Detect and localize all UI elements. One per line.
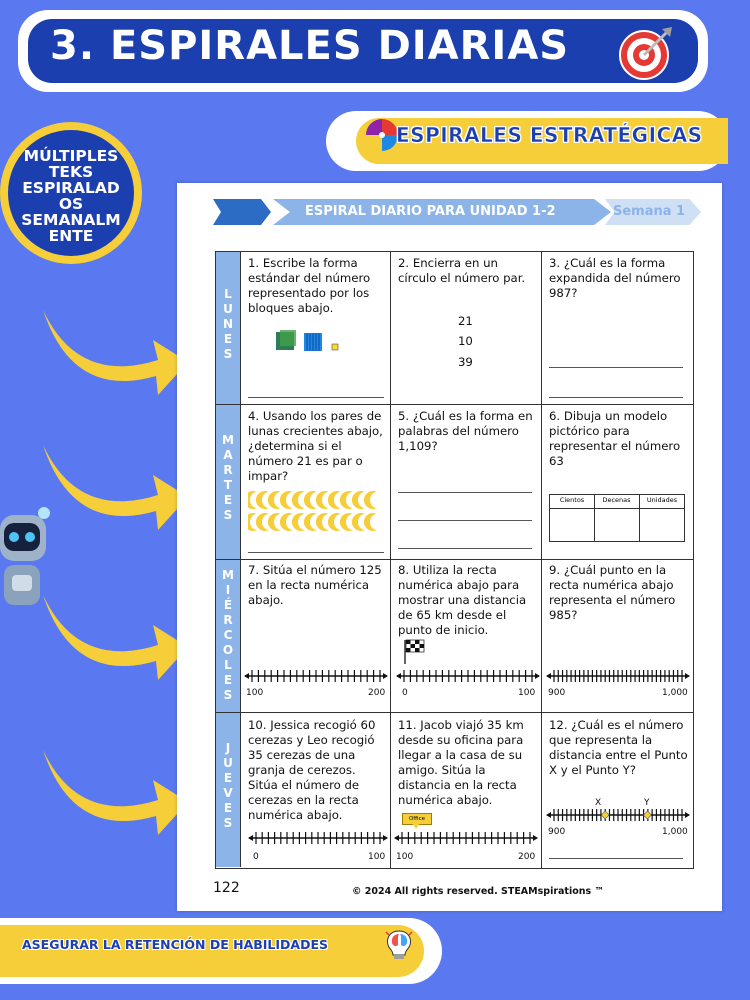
crescent-moon: [256, 491, 269, 509]
number-line-point: [601, 811, 609, 819]
point-y-label: Y: [644, 798, 650, 808]
office-marker: Office: [402, 813, 432, 825]
crescent-moon: [280, 491, 293, 509]
robot-mascot-icon: [0, 505, 52, 615]
badge-line: ESPIRALAD: [22, 179, 120, 197]
crescent-moon: [328, 491, 341, 509]
even-number-choice[interactable]: 39: [458, 355, 473, 369]
answer-line: [398, 548, 532, 549]
number-line-q7: [244, 667, 388, 685]
curved-arrow-icon: [38, 300, 188, 410]
number-line-start: 900: [548, 688, 566, 698]
title-banner: [18, 10, 708, 92]
answer-line: [549, 858, 683, 859]
crescent-moon: [352, 513, 365, 531]
number-line-arrowhead: [546, 812, 551, 818]
number-line-arrowhead: [685, 812, 690, 818]
column-divider: [541, 252, 542, 868]
answer-line: [398, 492, 532, 493]
number-line-end: 100: [368, 852, 386, 862]
number-line-arrowhead: [248, 835, 253, 841]
worksheet-grid: [215, 251, 694, 869]
number-line-end: 1,000: [662, 827, 688, 837]
number-line-arrowhead: [244, 673, 249, 679]
question-4: 4. Usando los pares de lunas crecientes abajo, ¿determina si el número 21 es par o impar?: [248, 409, 383, 483]
banner-arrows-icon: [213, 199, 283, 225]
bottom-banner: [0, 918, 442, 984]
row-divider: [216, 712, 693, 713]
crescent-moon: [340, 491, 353, 509]
crescent-moon: [304, 491, 317, 509]
number-line-end: 200: [518, 852, 536, 862]
crescent-moon: [280, 513, 293, 531]
number-line-point: [643, 811, 651, 819]
weekly-teks-badge-inner: [8, 130, 134, 256]
page-number: 122: [213, 880, 240, 896]
checkered-flag-icon: [402, 638, 428, 664]
number-line-arrowhead: [685, 673, 690, 679]
crescent-moon: [248, 513, 257, 531]
crescent-moon: [268, 491, 281, 509]
copyright: © 2024 All rights reserved. STEAMspirations ™: [352, 886, 604, 897]
question-10: 10. Jessica recogió 60 cerezas y Leo recogió 35 cerezas de una granja de cerezos. Sitúa el número de cerezas en la recta numérica abajo.: [248, 718, 376, 822]
crescent-moon: [248, 491, 257, 509]
answer-line: [398, 520, 532, 521]
worksheet-title: ESPIRAL DIARIO PARA UNIDAD 1-2: [305, 204, 556, 219]
number-line-arrowhead: [533, 835, 538, 841]
column-header-cientos: Cientos: [559, 496, 585, 504]
badge-line: TEKS: [48, 163, 94, 181]
question-8: 8. Utiliza la recta numérica abajo para mostrar una distancia de 65 km desde el punto de inicio.: [398, 563, 527, 637]
number-line-arrowhead: [535, 673, 540, 679]
bottom-banner-label: ASEGURAR LA RETENCIÓN DE HABILIDADES: [22, 937, 329, 952]
answer-line: [248, 397, 384, 398]
crescent-moon: [364, 491, 377, 509]
number-line-q11: [394, 829, 538, 847]
crescent-moon: [268, 513, 281, 531]
strategy-icon: [366, 119, 398, 151]
page-title: 3. ESPIRALES DIARIAS: [50, 23, 570, 69]
crescent-moon: [256, 513, 269, 531]
strategic-badge-label: ESPIRALES ESTRATÉGICAS: [396, 123, 703, 147]
answer-line: [549, 397, 683, 398]
even-number-choice[interactable]: 10: [458, 334, 473, 348]
crescent-moon: [352, 491, 365, 509]
crescent-moon: [364, 513, 377, 531]
point-x-label: X: [595, 798, 602, 808]
number-line-end: 100: [518, 688, 536, 698]
day-label-miercoles: M I É R C O L E S: [216, 560, 241, 713]
badge-line: MÚLTIPLES: [23, 147, 119, 165]
day-label-lunes: L U N E S: [216, 252, 241, 405]
day-label-jueves: J U E V E S: [216, 713, 241, 867]
question-1: 1. Escribe la forma estándar del número representado por los bloques abajo.: [248, 256, 371, 315]
day-label-martes: M A R T E S: [216, 405, 241, 560]
row-divider: [216, 404, 693, 405]
crescent-moon: [316, 491, 329, 509]
row-divider: [216, 559, 693, 560]
crescent-moons-icon: [248, 491, 384, 533]
weekly-teks-badge: [0, 122, 142, 264]
worksheet-page: [177, 183, 722, 911]
question-7: 7. Sitúa el número 125 en la recta numérica abajo.: [248, 563, 382, 607]
question-2: 2. Encierra en un círculo el número par.: [398, 256, 526, 285]
curved-arrow-icon: [38, 435, 188, 545]
strategic-spirals-badge: [326, 111, 728, 171]
crescent-moon: [304, 513, 317, 531]
number-line-arrowhead: [383, 673, 388, 679]
number-line-end: 1,000: [662, 688, 688, 698]
column-divider: [390, 252, 391, 868]
column-header-decenas: Decenas: [602, 496, 631, 504]
title-banner-inner: [28, 19, 698, 83]
number-line-arrowhead: [394, 835, 399, 841]
badge-line: ENTE: [48, 227, 94, 245]
crescent-moon: [328, 513, 341, 531]
number-line-arrowhead: [383, 835, 388, 841]
column-header-unidades: Unidades: [646, 496, 678, 504]
question-3: 3. ¿Cuál es la forma expandida del número 987?: [549, 256, 681, 300]
number-line-start: 0: [402, 688, 408, 698]
number-line-start: 100: [396, 852, 414, 862]
curved-arrow-icon: [38, 585, 188, 695]
number-line-arrowhead: [396, 673, 401, 679]
question-9: 9. ¿Cuál punto en la recta numérica abajo representa el número 985?: [549, 563, 676, 622]
badge-line: OS: [58, 195, 84, 213]
badge-line: SEMANALM: [21, 211, 121, 229]
question-5: 5. ¿Cuál es la forma en palabras del número 1,109?: [398, 409, 533, 453]
number-line-q9: [546, 667, 690, 685]
crescent-moon: [340, 513, 353, 531]
answer-line: [549, 367, 683, 368]
number-line-q8: [396, 667, 540, 685]
answer-line: [248, 552, 384, 553]
crescent-moon: [316, 513, 329, 531]
number-line-q12: [546, 806, 690, 824]
number-line-start: 100: [246, 688, 264, 698]
question-6: 6. Dibuja un modelo pictórico para representar el número 63: [549, 409, 681, 468]
number-line-start: 900: [548, 827, 566, 837]
even-number-choice[interactable]: 21: [458, 314, 473, 328]
curved-arrow-icon: [38, 740, 188, 850]
brain-lightbulb-icon: [382, 928, 416, 962]
number-line-arrowhead: [546, 673, 551, 679]
crescent-moon: [292, 513, 305, 531]
week-label: Semana 1: [613, 204, 686, 219]
question-11: 11. Jacob viajó 35 km desde su oficina para llegar a la casa de su amigo. Sitúa la distancia en la recta numérica abajo.: [398, 718, 524, 807]
worksheet-banner: [213, 199, 701, 225]
number-line-end: 200: [368, 688, 386, 698]
number-line-start: 0: [253, 852, 259, 862]
number-line-q10: [248, 829, 388, 847]
question-12: 12. ¿Cuál es el número que representa la distancia entre el Punto X y el Punto Y?: [549, 718, 688, 777]
base-ten-blocks-icon: [276, 330, 346, 354]
crescent-moon: [292, 491, 305, 509]
target-icon: [618, 25, 674, 81]
place-value-chart: [549, 494, 685, 542]
